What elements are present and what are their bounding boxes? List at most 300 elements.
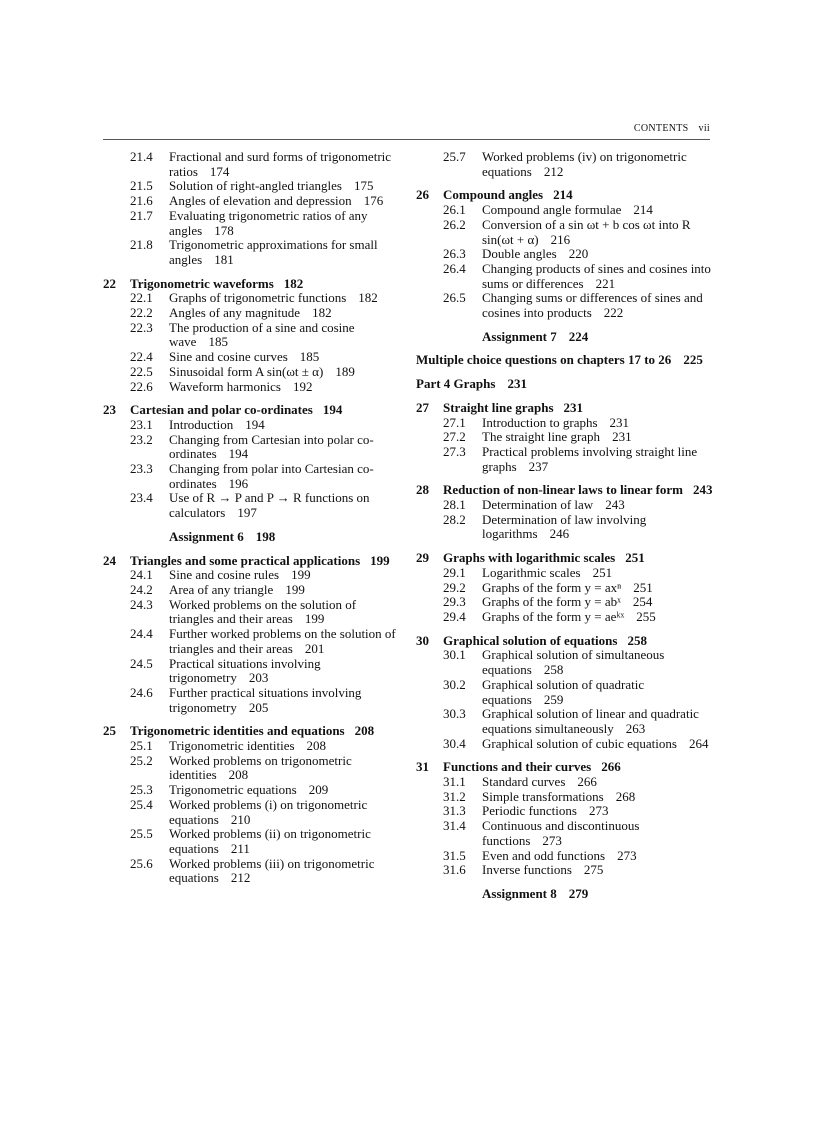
chapter-title: Functions and their curves (443, 759, 592, 775)
toc-section-entry[interactable] (103, 291, 403, 306)
toc-section-entry[interactable] (103, 433, 403, 462)
section-number: 29.3 (443, 594, 466, 610)
toc-section-entry[interactable] (416, 218, 716, 247)
toc-assignment-entry[interactable] (482, 330, 716, 345)
toc-section-entry[interactable] (103, 598, 403, 627)
section-title-wrap (169, 306, 403, 321)
section-number: 25.4 (130, 796, 153, 812)
section-page-number: 251 (592, 564, 613, 580)
section-number: 29.1 (443, 564, 466, 580)
section-title-wrap (482, 863, 716, 878)
section-title: Graphs of trigonometric functions (169, 290, 347, 306)
section-title: The production of a sine and cosine wave (169, 319, 355, 350)
section-page-number: 231 (609, 414, 630, 430)
chapter-page-number: 251 (625, 550, 645, 566)
section-number: 30.1 (443, 647, 466, 663)
section-page-number: 212 (230, 870, 251, 886)
chapter-number: 24 (103, 552, 116, 568)
section-title: Area of any triangle (169, 581, 274, 597)
section-page-number: 194 (245, 416, 265, 432)
toc-section-entry[interactable] (103, 418, 403, 433)
chapter-title: Reduction of non-linear laws to linear form (443, 482, 684, 498)
chapter-number: 28 (416, 482, 429, 498)
toc-section-entry[interactable] (416, 416, 716, 431)
toc-chapter-entry[interactable] (103, 403, 403, 418)
section-title-wrap (482, 445, 716, 474)
section-page-number: 210 (230, 811, 251, 827)
toc-section-entry[interactable] (416, 737, 716, 752)
section-page-number: 181 (214, 251, 234, 267)
toc-section-entry[interactable] (103, 686, 403, 715)
section-title-wrap (482, 804, 716, 819)
section-number: 28.1 (443, 497, 466, 513)
section-title: Compound angle formulae (482, 202, 622, 218)
toc-section-entry[interactable] (416, 262, 716, 291)
section-title: Trigonometric identities (169, 738, 295, 754)
section-page-number: 209 (308, 782, 329, 798)
section-number: 23.3 (130, 461, 153, 477)
section-title: Evaluating trigonometric ratios of any angles (169, 207, 368, 238)
section-title: Changing from polar into Cartesian co-ordinates (169, 461, 374, 491)
section-title: Practical situations involving trigonometry (169, 655, 321, 686)
section-title-wrap (482, 513, 716, 542)
section-title-wrap (169, 238, 403, 267)
section-page-number: 231 (612, 429, 632, 445)
section-title: Worked problems on the solution of triangles and their areas (169, 596, 357, 627)
section-page-number: 208 (228, 767, 249, 783)
section-title: Introduction to graphs (482, 414, 598, 430)
toc-section-entry[interactable] (416, 445, 716, 474)
section-page-number: 176 (363, 193, 384, 209)
chapter-title-wrap (130, 277, 403, 292)
section-number: 24.6 (130, 684, 153, 700)
chapter-title-wrap (443, 551, 716, 566)
section-title: Sine and cosine curves (169, 349, 288, 365)
toc-section-entry[interactable] (103, 365, 403, 380)
toc-section-entry[interactable] (103, 209, 403, 238)
assignment-page-number: 198 (255, 528, 276, 544)
section-title: Worked problems on trigonometric identities (169, 752, 352, 783)
toc-chapter-entry[interactable] (416, 401, 716, 416)
chapter-number: 22 (103, 275, 116, 291)
section-number: 24.2 (130, 581, 153, 597)
assignment-title: Assignment 7 (482, 328, 557, 344)
toc-block-entry[interactable] (416, 377, 716, 392)
toc-section-entry[interactable] (103, 179, 403, 194)
section-title-wrap (169, 365, 403, 380)
chapter-title-wrap (443, 401, 716, 416)
section-title: Periodic functions (482, 803, 577, 819)
section-title-wrap (169, 209, 403, 238)
section-number: 25.1 (130, 738, 153, 754)
section-title: Determination of law involving logarithms (482, 511, 647, 542)
section-title-wrap (482, 819, 716, 848)
section-page-number: 203 (248, 670, 269, 686)
section-title-wrap (169, 194, 403, 209)
chapter-title: Graphs with logarithmic scales (443, 550, 616, 566)
toc-section-entry[interactable] (416, 150, 716, 179)
section-title: Worked problems (ii) on trigonometric equations (169, 826, 371, 856)
toc-section-entry[interactable] (103, 462, 403, 491)
section-title: Practical problems involving straight line graphs (482, 443, 698, 474)
chapter-number: 29 (416, 550, 429, 566)
section-number: 28.2 (443, 511, 466, 527)
block-title: Part 4 Graphs (416, 376, 496, 392)
section-title-wrap (169, 433, 403, 462)
section-title: Solution of right-angled triangles (169, 178, 342, 194)
section-title-wrap (169, 627, 403, 656)
section-title-wrap (169, 657, 403, 686)
section-title-wrap (169, 462, 403, 491)
toc-section-entry[interactable] (416, 247, 716, 262)
section-title: Changing from Cartesian into polar co-ordinates (169, 431, 374, 462)
section-number: 31.4 (443, 818, 466, 834)
toc-chapter-entry[interactable] (416, 634, 716, 649)
section-number: 31.6 (443, 862, 466, 878)
section-page-number: 255 (636, 608, 656, 624)
section-title-wrap (169, 783, 403, 798)
section-title-wrap (169, 291, 403, 306)
section-page-number: 273 (542, 832, 562, 848)
section-title: Angles of elevation and depression (169, 193, 352, 209)
toc-right-column (416, 150, 716, 906)
assignment-page-number: 279 (568, 885, 589, 901)
assignment-title: Assignment 6 (169, 528, 244, 544)
block-title: Multiple choice questions on chapters 17 to 26 (416, 352, 672, 368)
section-title-wrap (169, 739, 403, 754)
section-title: Worked problems (i) on trigonometric equations (169, 796, 368, 827)
chapter-page-number: 266 (601, 759, 621, 775)
section-number: 27.1 (443, 414, 466, 430)
section-title-wrap (482, 498, 716, 513)
section-number: 29.2 (443, 579, 466, 595)
section-page-number: 182 (358, 290, 378, 306)
toc-section-entry[interactable] (416, 513, 716, 542)
toc-section-entry[interactable] (103, 568, 403, 583)
section-title-wrap (482, 707, 716, 736)
toc-section-entry[interactable] (416, 863, 716, 878)
chapter-page-number: 231 (563, 399, 584, 415)
toc-chapter-entry[interactable] (416, 483, 716, 498)
chapter-page-number: 258 (627, 632, 647, 648)
toc-left-column (103, 150, 403, 886)
section-number: 21.5 (130, 178, 153, 194)
toc-section-entry[interactable] (103, 783, 403, 798)
section-title: Conversion of a sin ωt + b cos ωt into R sin(ωt + α) (482, 216, 691, 247)
section-title-wrap (482, 416, 716, 431)
section-title-wrap (169, 491, 403, 520)
section-title: Standard curves (482, 774, 566, 790)
section-page-number: 185 (208, 334, 228, 350)
toc-section-entry[interactable] (416, 203, 716, 218)
toc-section-entry[interactable] (416, 707, 716, 736)
section-page-number: 264 (688, 735, 709, 751)
section-page-number: 251 (633, 579, 653, 595)
toc-section-entry[interactable] (416, 291, 716, 320)
section-title: Trigonometric approximations for small angles (169, 237, 378, 267)
section-number: 21.7 (130, 207, 153, 223)
section-number: 24.1 (130, 567, 153, 583)
section-number: 24.4 (130, 626, 153, 642)
section-page-number: 222 (603, 305, 624, 321)
toc-section-entry[interactable] (103, 238, 403, 267)
chapter-number: 27 (416, 399, 429, 415)
section-title: Graphs of the form y = aeᵏˣ (482, 608, 625, 624)
toc-section-entry[interactable] (103, 194, 403, 209)
toc-assignment-entry[interactable] (169, 530, 403, 545)
toc-section-entry[interactable] (103, 583, 403, 598)
section-number: 21.8 (130, 237, 153, 253)
toc-section-entry[interactable] (103, 380, 403, 395)
section-number: 25.3 (130, 782, 153, 798)
section-number: 30.2 (443, 676, 466, 692)
section-title: Introduction (169, 416, 234, 432)
toc-chapter-entry[interactable] (416, 188, 716, 203)
toc-chapter-entry[interactable] (103, 277, 403, 292)
section-title-wrap (169, 583, 403, 598)
section-number: 26.3 (443, 246, 466, 262)
chapter-number: 25 (103, 723, 116, 739)
section-title: Double angles (482, 246, 557, 262)
section-title: Graphs of the form y = abˣ (482, 594, 621, 610)
section-title-wrap (482, 566, 716, 581)
section-number: 27.3 (443, 443, 466, 459)
running-head-title: CONTENTS (633, 123, 689, 134)
chapter-number: 31 (416, 759, 429, 775)
toc-section-entry[interactable] (103, 827, 403, 856)
section-number: 27.2 (443, 429, 466, 445)
toc-section-entry[interactable] (416, 648, 716, 677)
section-page-number: 182 (312, 305, 332, 321)
toc-chapter-entry[interactable] (103, 554, 403, 569)
section-title-wrap (482, 737, 716, 752)
chapter-title-wrap (130, 724, 403, 739)
section-title: Graphs of the form y = axⁿ (482, 579, 622, 595)
chapter-page-number: 182 (283, 275, 304, 291)
section-page-number: 275 (583, 862, 604, 878)
toc-section-entry[interactable] (416, 498, 716, 513)
section-title: Determination of law (482, 497, 594, 513)
section-number: 30.4 (443, 735, 466, 751)
section-page-number: 199 (304, 611, 325, 627)
section-number: 22.4 (130, 349, 153, 365)
section-title-wrap (482, 648, 716, 677)
section-number: 31.5 (443, 847, 466, 863)
section-number: 22.6 (130, 378, 153, 394)
block-page-number: 225 (683, 352, 703, 368)
chapter-page-number: 243 (693, 482, 713, 498)
chapter-page-number: 194 (322, 402, 343, 418)
toc-section-entry[interactable] (103, 798, 403, 827)
section-page-number: 196 (228, 475, 249, 491)
section-title-wrap (169, 598, 403, 627)
section-page-number: 197 (237, 505, 257, 521)
section-page-number: 178 (214, 222, 234, 238)
section-page-number: 174 (209, 163, 230, 179)
toc-section-entry[interactable] (103, 657, 403, 686)
section-title: Further worked problems on the solution of triangles and their areas (169, 626, 396, 656)
toc-chapter-entry[interactable] (416, 551, 716, 566)
section-page-number: 185 (299, 349, 320, 365)
section-number: 31.2 (443, 788, 466, 804)
section-title-wrap (482, 247, 716, 262)
section-number: 22.5 (130, 363, 153, 379)
section-page-number: 221 (595, 275, 616, 291)
chapter-title: Cartesian and polar co-ordinates (130, 402, 313, 418)
section-number: 25.6 (130, 855, 153, 871)
toc-section-entry[interactable] (103, 350, 403, 365)
chapter-title: Straight line graphs (443, 399, 554, 415)
section-title-wrap (482, 595, 716, 610)
section-title-wrap (169, 418, 403, 433)
section-number: 26.1 (443, 202, 466, 218)
toc-section-entry[interactable] (416, 819, 716, 848)
section-title: Inverse functions (482, 862, 572, 878)
section-title: The straight line graph (482, 429, 601, 445)
chapter-number: 23 (103, 402, 116, 418)
section-title: Use of R → P and P → R functions on calculators (169, 490, 370, 521)
toc-section-entry[interactable] (103, 627, 403, 656)
section-number: 23.2 (130, 431, 153, 447)
section-title-wrap (482, 218, 716, 247)
section-title: Changing products of sines and cosines into sums or differences (482, 260, 711, 291)
section-title-wrap (169, 321, 403, 350)
section-title-wrap (169, 754, 403, 783)
toc-chapter-entry[interactable] (416, 760, 716, 775)
section-title-wrap (482, 849, 716, 864)
section-page-number: 205 (248, 699, 269, 715)
section-title: Logarithmic scales (482, 564, 581, 580)
assignment-page-number: 224 (568, 328, 589, 344)
section-title: Graphical solution of quadratic equations (482, 676, 645, 707)
toc-section-entry[interactable] (416, 678, 716, 707)
section-number: 22.2 (130, 305, 153, 321)
chapter-page-number: 208 (354, 723, 375, 739)
page-number: vii (698, 123, 710, 134)
section-title-wrap (482, 262, 716, 291)
section-page-number: 214 (633, 202, 653, 218)
section-title-wrap (482, 203, 716, 218)
section-title-wrap (169, 686, 403, 715)
toc-section-entry[interactable] (416, 849, 716, 864)
chapter-title-wrap (130, 554, 403, 569)
chapter-title-wrap (443, 188, 716, 203)
section-title-wrap (169, 350, 403, 365)
section-title: Waveform harmonics (169, 378, 281, 394)
section-title-wrap (482, 150, 716, 179)
section-page-number: 211 (230, 840, 250, 856)
toc-section-entry[interactable] (416, 581, 716, 596)
toc-section-entry[interactable] (416, 804, 716, 819)
section-title-wrap (169, 798, 403, 827)
toc-section-entry[interactable] (416, 790, 716, 805)
chapter-title: Trigonometric waveforms (130, 275, 274, 291)
chapter-number: 26 (416, 187, 429, 203)
chapter-title-wrap (443, 760, 716, 775)
section-title-wrap (169, 150, 403, 179)
section-title-wrap (482, 581, 716, 596)
toc-assignment-entry[interactable] (482, 887, 716, 902)
section-number: 26.4 (443, 260, 466, 276)
toc-section-entry[interactable] (416, 430, 716, 445)
section-title: Further practical situations involving trigonometry (169, 684, 362, 715)
section-page-number: 192 (292, 378, 313, 394)
section-title: Changing sums or differences of sines and cosines into products (482, 290, 703, 321)
section-number: 23.1 (130, 416, 153, 432)
toc-section-entry[interactable] (103, 754, 403, 783)
section-number: 31.3 (443, 803, 466, 819)
chapter-title: Triangles and some practical applications (130, 552, 361, 568)
toc-block-entry[interactable] (416, 353, 716, 368)
toc-section-entry[interactable] (416, 610, 716, 625)
section-page-number: 216 (550, 231, 571, 247)
chapter-number: 30 (416, 632, 429, 648)
toc-section-entry[interactable] (416, 595, 716, 610)
section-number: 21.6 (130, 193, 153, 209)
chapter-page-number: 199 (370, 552, 390, 568)
chapter-title-wrap (443, 634, 716, 649)
section-title: Trigonometric equations (169, 782, 297, 798)
section-page-number: 258 (543, 662, 564, 678)
chapter-title-wrap (130, 403, 403, 418)
running-header (103, 121, 710, 140)
chapter-title-wrap (443, 483, 716, 498)
section-title: Worked problems (iii) on trigonometric equations (169, 855, 375, 886)
section-title-wrap (482, 775, 716, 790)
section-number: 24.5 (130, 655, 153, 671)
toc-section-entry[interactable] (103, 739, 403, 754)
toc-section-entry[interactable] (103, 857, 403, 886)
toc-section-entry[interactable] (103, 150, 403, 179)
section-page-number: 208 (306, 738, 327, 754)
section-page-number: 220 (568, 246, 589, 262)
section-title-wrap (169, 857, 403, 886)
toc-section-entry[interactable] (103, 491, 403, 520)
section-page-number: 212 (543, 163, 564, 179)
section-number: 29.4 (443, 608, 466, 624)
section-page-number: 273 (588, 803, 609, 819)
section-page-number: 199 (285, 581, 305, 597)
chapter-title: Graphical solution of equations (443, 632, 618, 648)
block-page-number: 231 (507, 376, 527, 392)
toc-section-entry[interactable] (416, 566, 716, 581)
chapter-title: Trigonometric identities and equations (130, 723, 345, 739)
section-number: 25.5 (130, 826, 153, 842)
section-page-number: 243 (605, 497, 625, 513)
section-title-wrap (169, 179, 403, 194)
toc-section-entry[interactable] (416, 775, 716, 790)
chapter-page-number: 214 (553, 187, 573, 203)
toc-section-entry[interactable] (103, 321, 403, 350)
section-title: Sinusoidal form A sin(ωt ± α) (169, 363, 324, 379)
section-page-number: 246 (549, 526, 570, 542)
section-number: 31.1 (443, 774, 466, 790)
section-title-wrap (482, 678, 716, 707)
section-title-wrap (169, 380, 403, 395)
section-page-number: 237 (528, 458, 549, 474)
section-title: Continuous and discontinuous functions (482, 818, 640, 848)
section-number: 23.4 (130, 490, 153, 506)
section-page-number: 199 (291, 567, 311, 583)
toc-section-entry[interactable] (103, 306, 403, 321)
section-number: 26.2 (443, 216, 466, 232)
section-page-number: 273 (617, 847, 637, 863)
toc-chapter-entry[interactable] (103, 724, 403, 739)
section-title-wrap (169, 827, 403, 856)
section-page-number: 268 (615, 788, 636, 804)
section-title: Worked problems (iv) on trigonometric equations (482, 149, 687, 179)
section-title: Fractional and surd forms of trigonometric ratios (169, 149, 392, 179)
